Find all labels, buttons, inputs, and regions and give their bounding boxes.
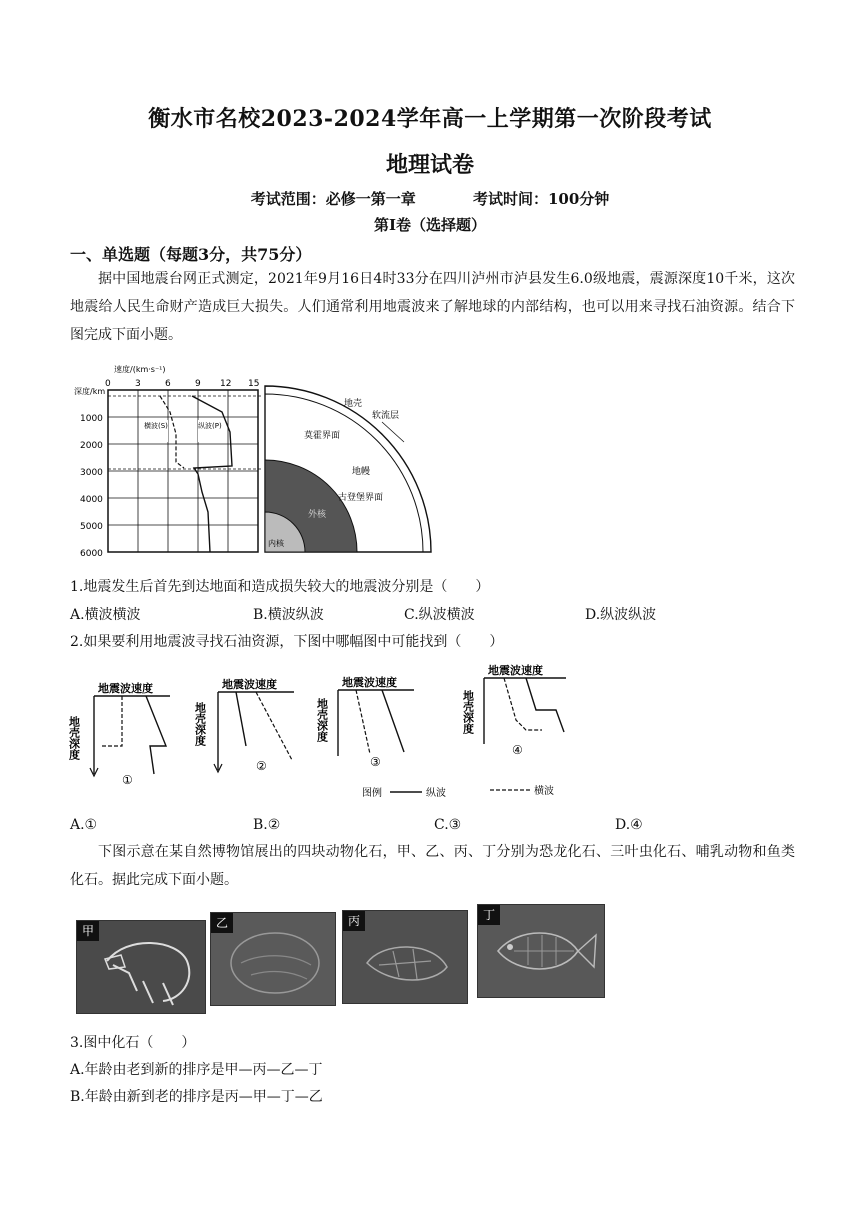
fossil-label: 丙	[343, 911, 365, 931]
fossil-label: 丁	[478, 905, 500, 925]
exam-info	[0, 188, 860, 209]
q2-option-b: B.②	[253, 817, 281, 833]
x-tick: 6	[165, 379, 171, 389]
panel-depth-label: 地壳深度	[67, 716, 81, 760]
earth-structure-diagram	[265, 386, 431, 552]
x-tick: 0	[105, 379, 111, 389]
panel-speed-label: 地震波速度	[98, 682, 153, 695]
passage-1: 据中国地震台网正式测定，2021年9月16日4时33分在四川泸州市泸县发生6.0级地震，震源深度10千米，这次地震给人民生命财产造成巨大损失。人们通常利用地震波来了解地球的内部结构，也可以用来寻找石油资源。结合下图完成下面小题。	[70, 271, 795, 343]
q3-option-a: A.年龄由老到新的排序是甲—丙—乙—丁	[70, 1062, 323, 1078]
question-1-stem: 1.地震发生后首先到达地面和造成损失较大的地震波分别是（ ）	[70, 579, 490, 595]
wave-panel-2	[194, 677, 295, 773]
passage-2: 下图示意在某自然博物馆展出的四块动物化石，甲、乙、丙、丁分别为恐龙化石、三叶虫化石、哺乳动物和鱼类化石。据此完成下面小题。	[70, 844, 795, 888]
q1-option-c: C.纵波横波	[404, 607, 475, 623]
legend-s: 横波	[534, 786, 554, 797]
panel-number: ①	[122, 773, 133, 787]
outer-core-label: 外核	[308, 510, 327, 520]
crust-label: 地壳	[344, 399, 363, 409]
x-tick: 3	[135, 379, 141, 389]
legend-p: 纵波	[426, 788, 446, 799]
fossil-label: 乙	[211, 913, 233, 933]
s-wave-label: 横波(S)	[144, 422, 168, 430]
x-tick: 15	[248, 379, 260, 389]
volume-title: 第Ⅰ卷（选择题）	[373, 216, 487, 234]
wave-panel-3	[316, 675, 415, 769]
inner-core-label: 内核	[268, 539, 284, 548]
y-tick: 5000	[80, 522, 103, 532]
depth-axis-label: 深度/km	[74, 387, 106, 396]
question-2-stem: 2.如果要利用地震波寻找石油资源，下图中哪幅图中可能找到（ ）	[70, 634, 504, 650]
x-tick: 9	[195, 379, 201, 389]
exam-time: 考试时间：100分钟	[472, 190, 610, 208]
question-3-stem: 3.图中化石（ ）	[70, 1035, 196, 1051]
q2-option-d: D.④	[615, 817, 643, 833]
wave-panel-4	[462, 663, 567, 757]
asthenosphere-label: 软流层	[372, 411, 400, 421]
mantle-label: 地幔	[352, 467, 371, 477]
legend-title: 图例	[362, 788, 382, 799]
y-tick: 1000	[80, 414, 103, 424]
panel-number: ③	[370, 755, 381, 769]
exam-subject: 地理试卷	[385, 152, 474, 178]
wave-panel-1	[68, 681, 171, 787]
wave-speed-chart	[74, 364, 262, 559]
exam-scope: 考试范围：必修一第一章	[250, 190, 416, 208]
panel-depth-label: 地壳深度	[315, 698, 329, 742]
panel-number: ④	[512, 743, 523, 757]
fossil-yi	[210, 912, 336, 1006]
oil-exploration-figure	[67, 656, 590, 806]
panel-speed-label: 地震波速度	[342, 676, 397, 689]
panel-depth-label: 地壳深度	[461, 690, 475, 734]
y-tick: 3000	[80, 468, 103, 478]
q2-option-a: A.①	[70, 817, 98, 833]
p-wave-label: 纵波(P)	[198, 422, 222, 430]
q1-option-b: B.横波纵波	[253, 607, 324, 623]
y-tick: 4000	[80, 495, 103, 505]
wave-legend	[362, 784, 554, 799]
panel-speed-label: 地震波速度	[488, 664, 543, 677]
y-tick: 6000	[80, 549, 103, 559]
panel-number: ②	[256, 759, 267, 773]
section-heading: 一、单选题（每题3分，共75分）	[70, 245, 312, 264]
fossil-ding	[477, 904, 605, 998]
panel-speed-label: 地震波速度	[222, 678, 277, 691]
fossil-jia	[76, 920, 206, 1014]
q1-option-d: D.纵波纵波	[585, 607, 657, 623]
q3-option-b: B.年龄由新到老的排序是丙—甲—丁—乙	[70, 1089, 323, 1105]
x-tick: 12	[220, 379, 232, 389]
gutenberg-label: 古登堡界面	[338, 493, 384, 503]
q1-option-a: A.横波横波	[70, 607, 141, 623]
moho-label: 莫霍界面	[304, 431, 341, 441]
y-tick: 2000	[80, 441, 103, 451]
fossil-label: 甲	[77, 921, 99, 941]
panel-depth-label: 地壳深度	[193, 702, 207, 746]
exam-title: 衡水市名校2023-2024学年高一上学期第一次阶段考试	[148, 106, 712, 132]
q2-option-c: C.③	[434, 817, 462, 833]
seismic-wave-figure	[72, 362, 442, 560]
speed-axis-label: 速度/(km·s⁻¹)	[114, 365, 166, 374]
fossil-bing	[342, 910, 468, 1004]
